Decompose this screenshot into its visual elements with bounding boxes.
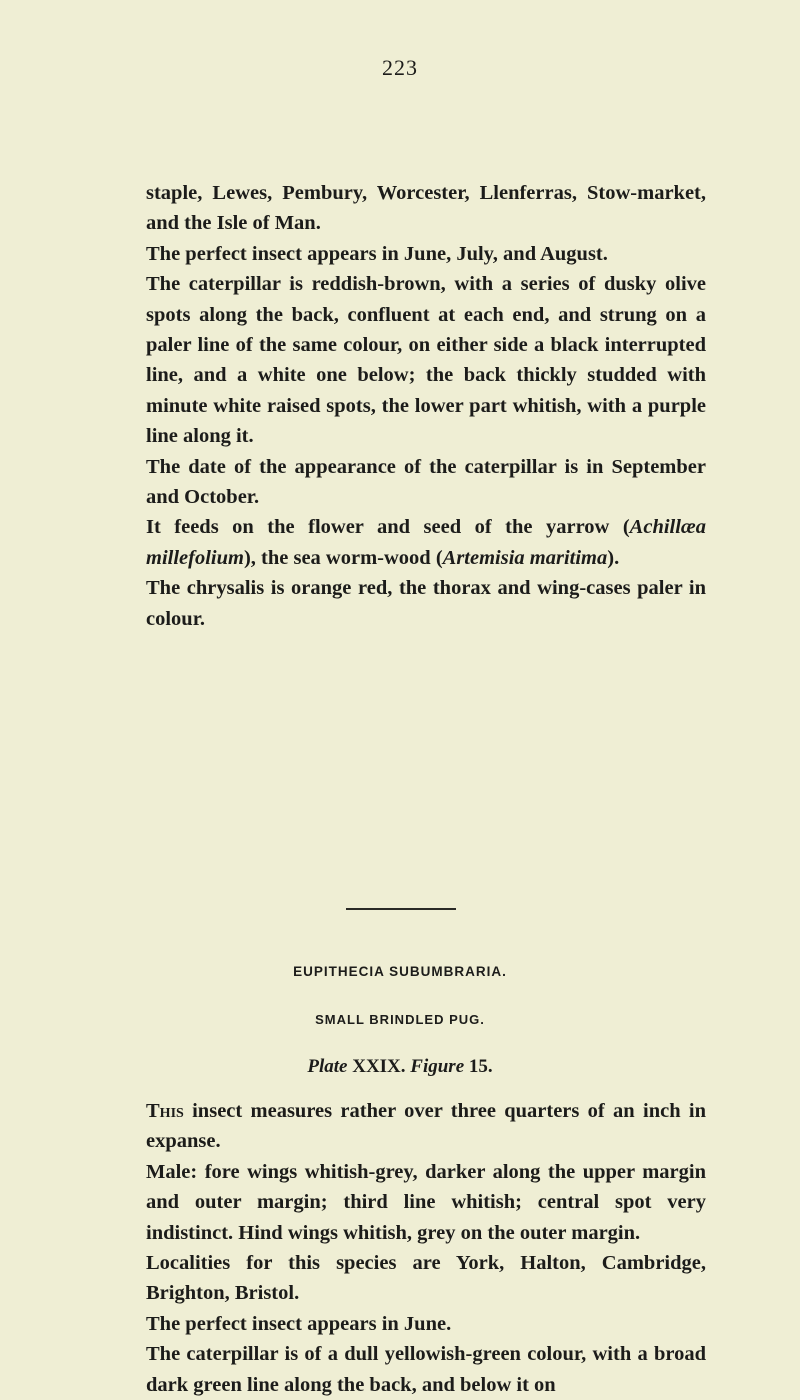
latin-name-yarrow: Achillæa millefolium (146, 516, 706, 569)
food-text-middle: ), the sea worm-wood ( (243, 546, 443, 569)
food-text-suffix: ). (607, 546, 620, 569)
paragraph-food-plants (146, 512, 706, 573)
expanse-text: insect measures rather over three quarters of an inch in expanse. (146, 1100, 706, 1153)
section-divider (346, 908, 456, 910)
plate-number: XXIX. (352, 1056, 406, 1077)
paragraph-appearance-month: The perfect insect appears in June. (146, 1312, 452, 1335)
page-number: 223 (382, 55, 418, 80)
paragraph-perfect-insect: The perfect insect appears in June, July, and August. (146, 242, 608, 265)
paragraph-localities-continued: staple, Lewes, Pembury, Worcester, Llenferras, Stow-market, and the Isle of Man. (146, 182, 706, 235)
paragraph-localities: Localities for this species are York, Halton, Cambridge, Brighton, Bristol. (146, 1252, 706, 1305)
plate-word: Plate (307, 1056, 348, 1077)
bottom-text-block (146, 1096, 706, 1400)
species-heading: EUPITHECIA SUBUMBRARIA. (293, 964, 507, 979)
figure-word: Figure (410, 1056, 465, 1077)
small-caps-intro: This (146, 1100, 184, 1122)
plate-reference (0, 1056, 800, 1078)
paragraph-caterpillar-description: The caterpillar is reddish-brown, with a series of dusky olive spots along the back, confluent at each end, and strung on a paler line of the same colour, on either side a black interrupted line, and a white one below; the back thickly studded with minute white raised spots, the lower part whitish, with a purple line along it. (146, 273, 706, 448)
paragraph-chrysalis: The chrysalis is orange red, the thorax and wing-cases paler in colour. (146, 577, 706, 630)
paragraph-caterpillar-date: The date of the appearance of the caterpillar is in September and October. (146, 455, 706, 509)
figure-number: 15. (468, 1056, 493, 1077)
paragraph-caterpillar-colour: The caterpillar is of a dull yellowish-green colour, with a broad dark green line along the back, and below it on (146, 1343, 706, 1396)
top-text-block (146, 178, 706, 634)
latin-name-sea-wormwood: Artemisia maritima (442, 546, 608, 569)
paragraph-male-description: Male: fore wings whitish-grey, darker along the upper margin and outer margin; third line whitish; central spot very indistinct. Hind wings whitish, grey on the outer margin. (146, 1160, 706, 1244)
food-text-prefix: It feeds on the flower and seed of the yarrow ( (146, 516, 630, 539)
paragraph-expanse (146, 1096, 706, 1157)
common-name-heading: SMALL BRINDLED PUG. (315, 1012, 485, 1027)
